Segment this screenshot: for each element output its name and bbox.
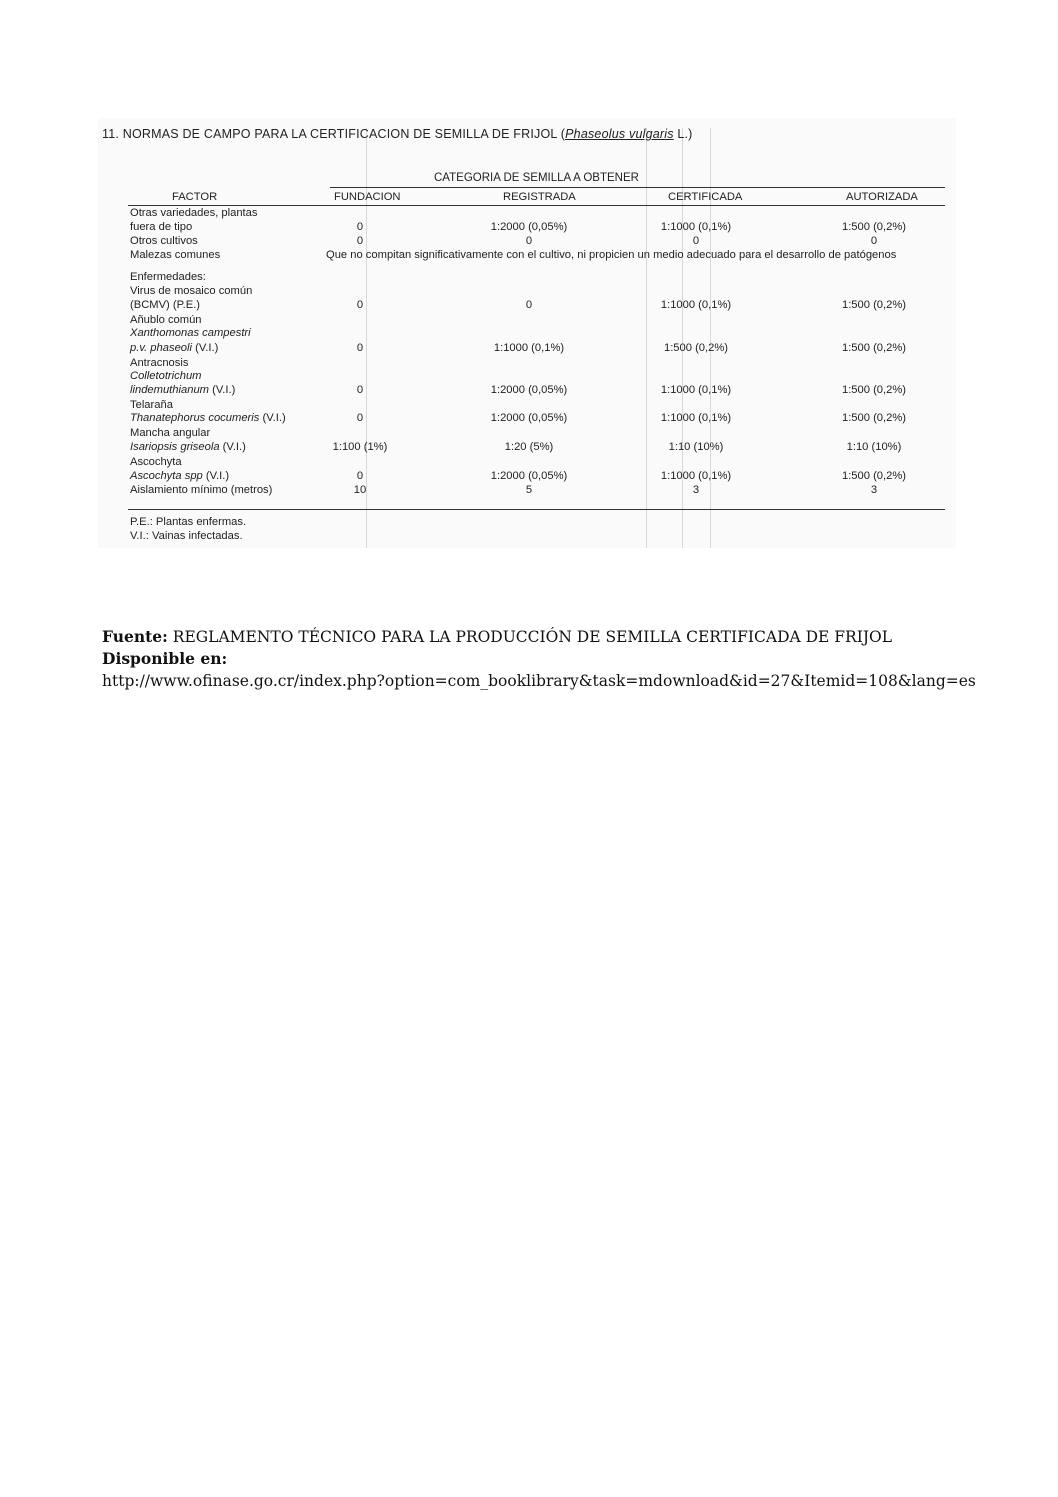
column-header-factor: FACTOR [172, 191, 218, 203]
value-cell: 1:100 (1%) [332, 441, 388, 453]
value-cell: 1:2000 (0,05%) [490, 384, 568, 396]
factor-cell: Virus de mosaico común [130, 285, 253, 297]
factor-cell: Xanthomonas campestri [130, 327, 251, 339]
value-cell: 1:2000 (0,05%) [490, 221, 568, 233]
factor-cell: Otras variedades, plantas [130, 207, 258, 219]
factor-cell [130, 341, 218, 355]
value-cell: 1:20 (5%) [504, 441, 554, 453]
value-cell: 0 [356, 235, 364, 247]
source-url[interactable]: http://www.ofinase.go.cr/index.php?option=com_booklibrary&task=mdownload&id=27&Itemid=108&lang=es [102, 672, 976, 690]
value-cell: 5 [525, 484, 533, 496]
factor-italic-text: Isariopsis griseola [130, 441, 220, 453]
value-cell: 1:1000 (0,1%) [660, 221, 732, 233]
factor-cell: Colletotrichum [130, 370, 202, 382]
value-cell: 1:500 (0,2%) [841, 299, 907, 311]
factor-cell: Otros cultivos [130, 235, 198, 247]
factor-cell: fuera de tipo [130, 221, 193, 233]
category-header: CATEGORIA DE SEMILLA A OBTENER [434, 172, 639, 184]
value-cell: 3 [870, 484, 878, 496]
factor-text: (V.I.) [219, 441, 246, 453]
factor-cell [130, 440, 246, 454]
malezas-note: Que no compitan significativamente con el cultivo, ni propicien un medio adecuado para el desarrollo de patógenos [326, 249, 897, 261]
factor-cell: Enfermedades: [130, 271, 206, 283]
value-cell: 3 [692, 484, 700, 496]
available-label: Disponible en: [102, 649, 228, 668]
value-cell: 0 [356, 221, 364, 233]
value-cell: 0 [870, 235, 878, 247]
value-cell: 1:1000 (0,1%) [660, 299, 732, 311]
source-line [102, 626, 976, 648]
factor-italic-text: Ascochyta spp [130, 470, 203, 482]
source-label: Fuente: [102, 627, 168, 646]
available-line [102, 648, 976, 670]
table-bottom-rule [128, 509, 945, 510]
footnote-vi: V.I.: Vainas infectadas. [130, 530, 243, 542]
value-cell: 0 [525, 299, 533, 311]
factor-italic-text: p.v. phaseoli [130, 342, 192, 354]
column-header-fundacion: FUNDACION [334, 191, 401, 203]
value-cell: 1:1000 (0,1%) [660, 412, 732, 424]
source-caption [102, 626, 976, 692]
source-text: REGLAMENTO TÉCNICO PARA LA PRODUCCIÓN DE SEMILLA CERTIFICADA DE FRIJOL [167, 628, 893, 646]
value-cell: 1:500 (0,2%) [841, 342, 907, 354]
header-rule [330, 187, 945, 188]
value-cell: 1:2000 (0,05%) [490, 412, 568, 424]
factor-text: (V.I.) [208, 384, 236, 396]
value-cell: 0 [525, 235, 533, 247]
value-cell: 1:10 (10%) [846, 441, 902, 453]
factor-cell [130, 411, 286, 425]
factor-text: (V.I.) [202, 470, 230, 482]
value-cell: 0 [356, 342, 364, 354]
value-cell: 1:500 (0,2%) [841, 412, 907, 424]
value-cell: 1:2000 (0,05%) [490, 470, 568, 482]
factor-text: (V.I.) [259, 412, 286, 424]
value-cell: 0 [692, 235, 700, 247]
value-cell: 1:500 (0,2%) [841, 470, 907, 482]
column-header-certificada: CERTIFICADA [668, 191, 743, 203]
value-cell: 1:1000 (0,1%) [660, 384, 732, 396]
factor-cell: Malezas comunes [130, 249, 221, 261]
factor-cell: Telaraña [130, 399, 173, 411]
factor-italic-text: Thanatephorus cocumeris [130, 412, 260, 424]
footnote-pe: P.E.: Plantas enfermas. [130, 516, 247, 528]
factor-text: (V.I.) [191, 342, 219, 354]
value-cell: 1:500 (0,2%) [663, 342, 729, 354]
value-cell: 0 [356, 299, 364, 311]
column-header-registrada: REGISTRADA [503, 191, 576, 203]
factor-cell: Ascochyta [130, 456, 182, 468]
factor-cell: Aislamiento mínimo (metros) [130, 484, 273, 496]
factor-cell: Antracnosis [130, 357, 189, 369]
factor-cell: Añublo común [130, 314, 202, 326]
value-cell: 0 [356, 384, 364, 396]
value-cell: 0 [356, 412, 364, 424]
column-header-autorizada: AUTORIZADA [846, 191, 918, 203]
value-cell: 1:500 (0,2%) [841, 384, 907, 396]
factor-italic-text: lindemuthianum [130, 384, 209, 396]
table-title: 11. NORMAS DE CAMPO PARA LA CERTIFICACION DE SEMILLA DE FRIJOL (Phaseolus vulgaris L.) [102, 127, 693, 141]
factor-cell: (BCMV) (P.E.) [130, 299, 201, 311]
factor-cell: Mancha angular [130, 427, 211, 439]
value-cell: 1:500 (0,2%) [841, 221, 907, 233]
scanned-table-image [98, 118, 956, 548]
value-cell: 10 [353, 484, 367, 496]
factor-cell [130, 469, 229, 483]
value-cell: 1:1000 (0,1%) [493, 342, 565, 354]
factor-cell [130, 383, 235, 397]
value-cell: 0 [356, 470, 364, 482]
value-cell: 1:1000 (0,1%) [660, 470, 732, 482]
value-cell: 1:10 (10%) [668, 441, 724, 453]
